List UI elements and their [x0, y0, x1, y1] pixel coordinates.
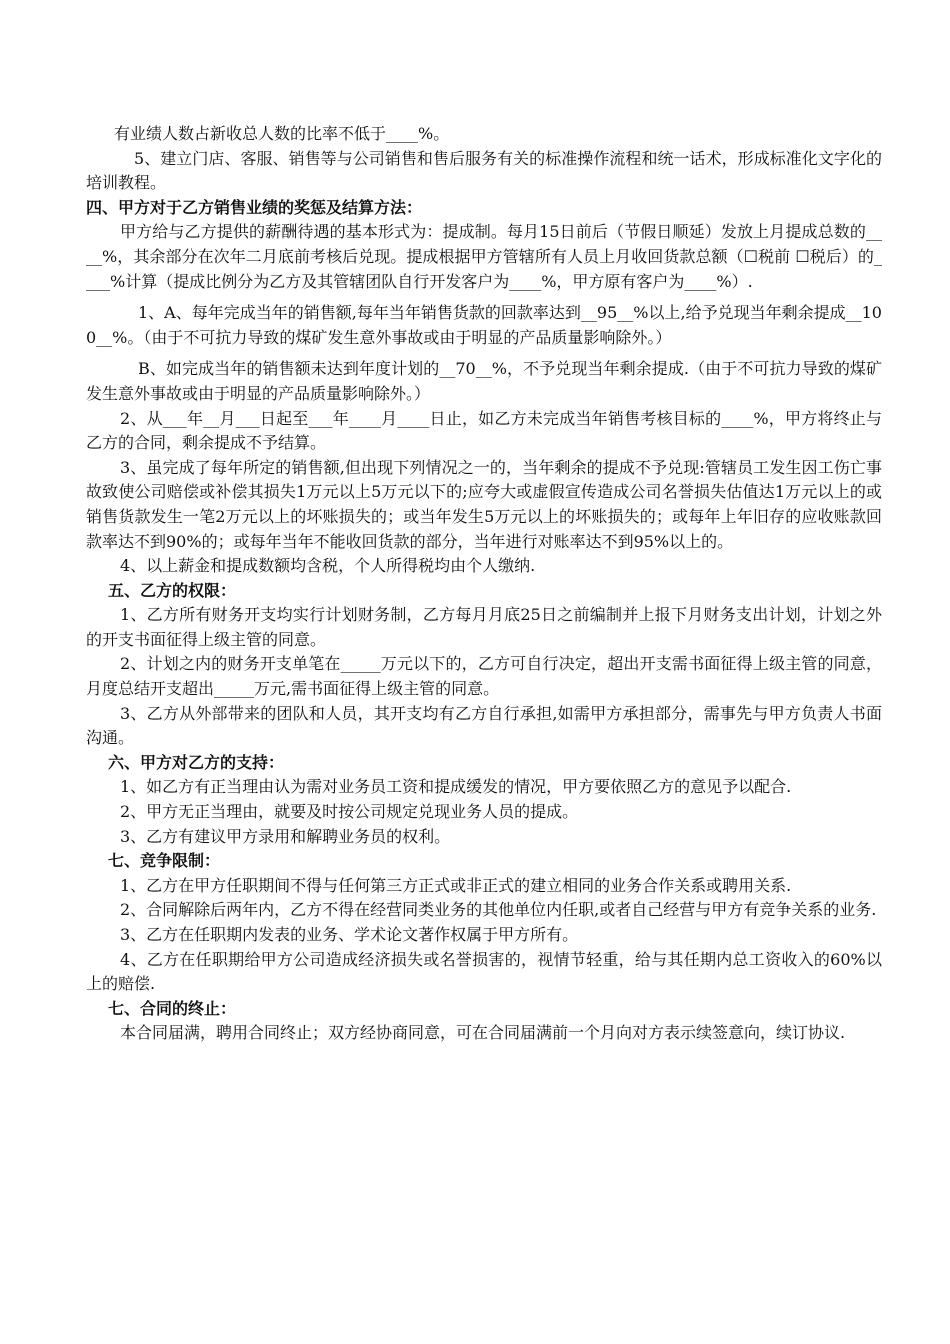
- paragraph-ratio-continuation: 有业绩人数占新收总人数的比率不低于____%。: [114, 124, 450, 143]
- spacer: [86, 350, 882, 357]
- section-heading-6: 六、甲方对乙方的支持：: [108, 752, 285, 772]
- paragraph-competition-3: 3、乙方在任职期内发表的业务、学术论文著作权属于甲方所有。: [120, 925, 579, 944]
- paragraph-support-1: 1、如乙方有正当理由认为需对业务员工资和提成缓发的情况，甲方要依照乙方的意见予以配合.: [120, 777, 792, 797]
- document-body: [86, 122, 882, 1046]
- paragraph-item-5: 5、建立门店、客服、销售等与公司销售和售后服务有关的标准操作流程和统一话术，形成标准化文字化的培训教程。: [86, 148, 882, 193]
- paragraph-item-3: 3、虽完成了每年所定的销售额,但出现下列情况之一的，当年剩余的提成不予兑现:管辖员工发生因工伤亡事故致使公司赔偿或补偿其损失1万元以上5万元以下的;应夸大或虚假宣传造成公司名誉损失估值达1万元以上的或销售货款发生一笔2万元以上的坏账损失的；或当年发生5万元以上的坏账损失的；或每年上年旧存的应收账款回款率达不到90%的；或每年当年不能收回货款的部分，当年进行对账率达不到95%以上的。: [86, 457, 882, 551]
- paragraph-salary-form: 甲方给与乙方提供的薪酬待遇的基本形式为：提成制。每月15日前后（节假日顺延）发放上月提成总数的____%，其余部分在次年二月底前考核后兑现。提成根据甲方管辖所有人员上月收回货款总额（☐税前 ☐税后）的____%计算（提成比例分为乙方及其管辖团队自行开发客户为____%，甲方原有客户为____%）.: [86, 222, 882, 291]
- paragraph-item-4: 4、以上薪金和提成数额均含税，个人所得税均由个人缴纳.: [120, 556, 536, 576]
- section-heading-5: 五、乙方的权限：: [108, 580, 237, 600]
- paragraph-authority-3: 3、乙方从外部带来的团队和人员，其开支均有乙方自行承担,如需甲方承担部分，需事先与甲方负责人书面沟通。: [86, 703, 882, 748]
- paragraph-authority-2: 2、计划之内的财务开支单笔在_____万元以下的，乙方可自行决定，超出开支需书面征得上级主管的同意，月度总结开支超出_____万元,需书面征得上级主管的同意。: [86, 654, 882, 699]
- paragraph-item-1a: 1、A、每年完成当年的销售额,每年当年销售货款的回款率达到__95__%以上,给予兑现当年剩余提成__100__%。（由于不可抗力导致的煤矿发生意外事故或由于明显的产品质量影响除外。）: [86, 303, 882, 347]
- section-heading-7-competition: 七、竞争限制：: [108, 851, 221, 871]
- paragraph-item-2: 2、从___年__月___日起至___年____月____日止，如乙方未完成当年销售考核目标的____%，甲方将终止与乙方的合同，剩余提成不予结算。: [86, 408, 882, 453]
- paragraph-support-3: 3、乙方有建议甲方录用和解聘业务员的权利。: [120, 826, 451, 846]
- section-heading-4: 四、甲方对于乙方销售业绩的奖惩及结算方法：: [86, 197, 423, 217]
- paragraph-termination: 本合同届满，聘用合同终止；双方经协商同意，可在合同届满前一个月向对方表示续签意向，续订协议.: [120, 1023, 846, 1043]
- paragraph-item-1b: B、如完成当年的销售额未达到年度计划的__70__%，不予兑现当年剩余提成.（由于不可抗力导致的煤矿发生意外事故或由于明显的产品质量影响除外。）: [86, 359, 882, 403]
- spacer: [86, 294, 882, 301]
- paragraph-competition-2: 2、合同解除后两年内，乙方不得在经营同类业务的其他单位内任职,或者自己经营与甲方有竞争关系的业务.: [120, 900, 877, 920]
- section-heading-7-termination: 七、合同的终止：: [108, 998, 237, 1018]
- paragraph-competition-4: 4、乙方在任职期给甲方公司造成经济损失或名誉损害的，视情节轻重，给与其任期内总工资收入的60%以上的赔偿.: [86, 949, 882, 994]
- paragraph-authority-1: 1、乙方所有财务开支均实行计划财务制，乙方每月月底25日之前编制并上报下月财务支出计划，计划之外的开支书面征得上级主管的同意。: [86, 605, 882, 649]
- paragraph-competition-1: 1、乙方在甲方任职期间不得与任何第三方正式或非正式的建立相同的业务合作关系或聘用关系.: [120, 875, 792, 895]
- paragraph-support-2: 2、甲方无正当理由，就要及时按公司规定兑现业务人员的提成。: [120, 802, 579, 822]
